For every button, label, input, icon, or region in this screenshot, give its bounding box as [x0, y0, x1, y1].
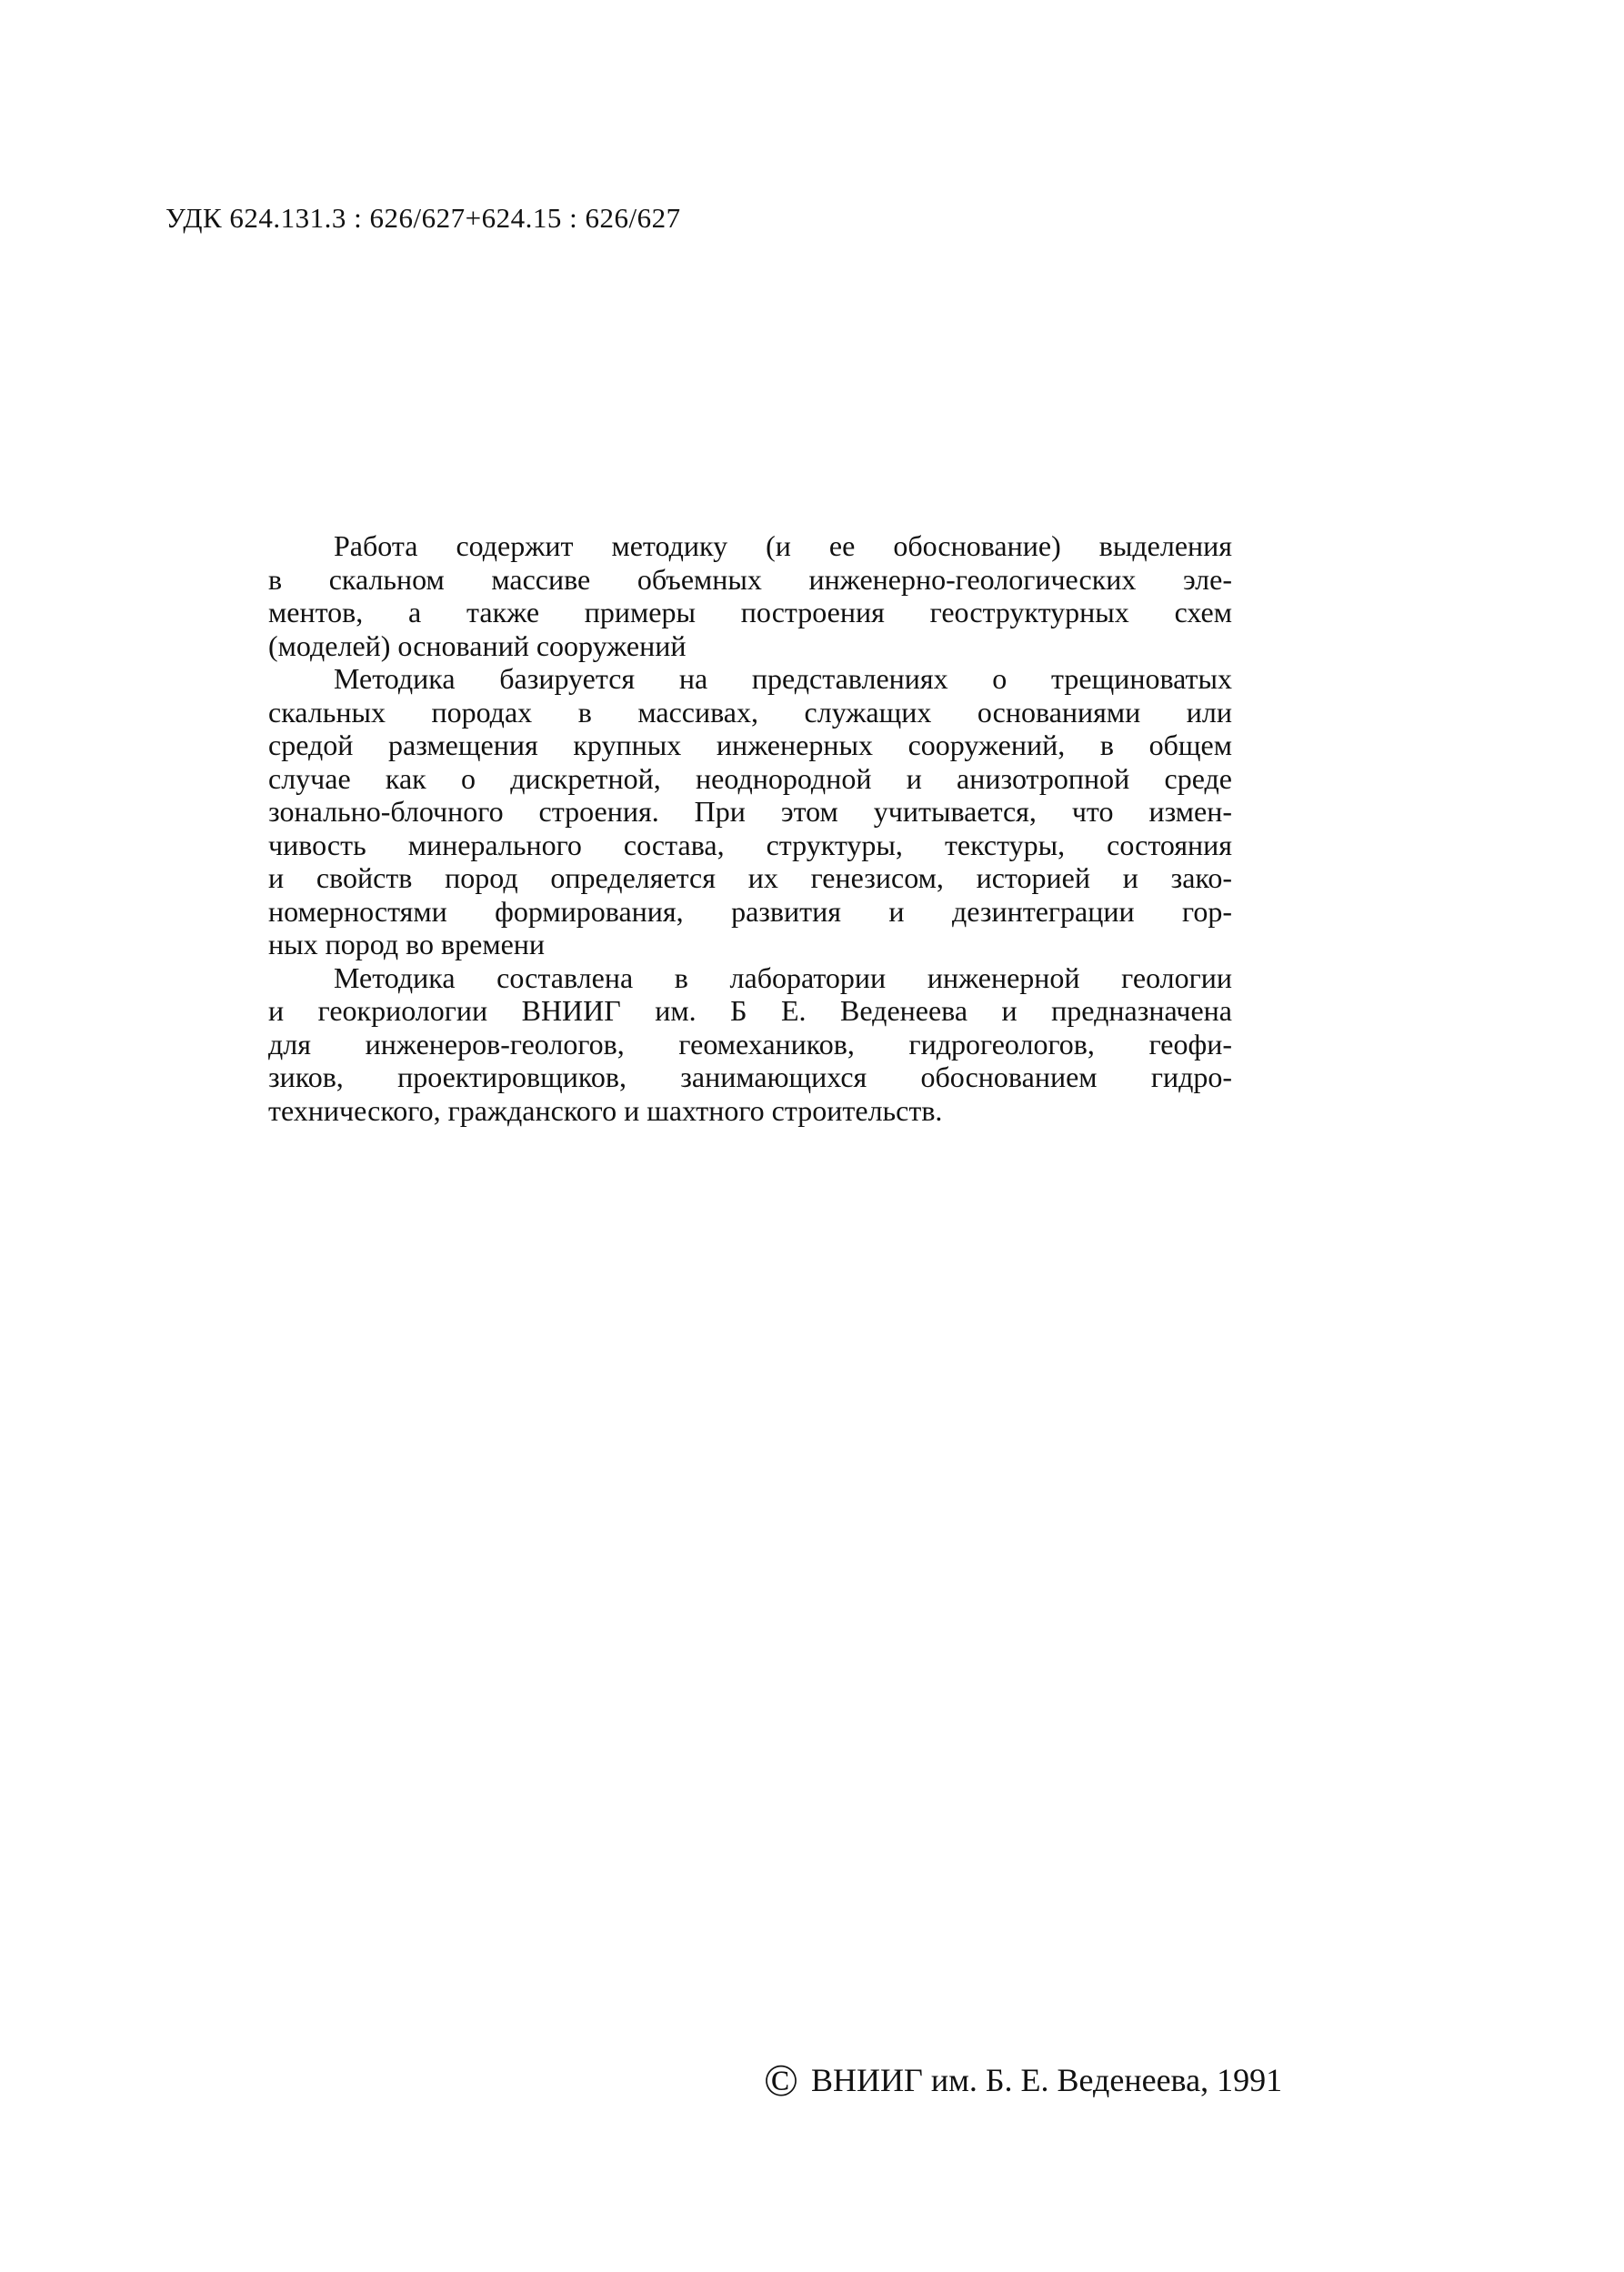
abstract-line: средой размещения крупных инженерных сооружений, в общем	[268, 729, 1232, 761]
copyright-holder: ВНИИГ им. Б. Е. Веденеева, 1991	[811, 2062, 1283, 2098]
copyright-notice	[764, 2055, 1283, 2106]
abstract-line: и свойств пород определяется их генезисом, историей и зако-	[268, 861, 1232, 894]
udc-classification: УДК 624.131.3 : 626/627+624.15 : 626/627	[165, 202, 681, 234]
abstract-text	[268, 529, 1232, 1127]
abstract-line: для инженеров-геологов, геомехаников, гидрогеологов, геофи-	[268, 1027, 1232, 1061]
abstract-line: ных пород во времени	[268, 928, 546, 960]
abstract-line: Методика составлена в лаборатории инженерной геологии	[334, 960, 1232, 994]
abstract-line: (моделей) оснований сооружений	[268, 628, 687, 662]
abstract-line: зонально-блочного строения. При этом учитывается, что измен-	[268, 795, 1232, 828]
abstract-line: технического, гражданского и шахтного строительств.	[268, 1093, 943, 1127]
abstract-line: Работа содержит методику (и ее обоснование) выделения	[334, 529, 1232, 562]
abstract-line: Методика базируется на представлениях о трещиноватых	[334, 662, 1232, 695]
abstract-line: скальных породах в массивах, служащих основаниями или	[268, 695, 1232, 729]
abstract-line: случае как о дискретной, неоднородной и анизотропной среде	[268, 761, 1232, 795]
copyright-icon: ©	[764, 2055, 798, 2106]
abstract-line: и геокриологии ВНИИГ им. Б Е. Веденеева и предназначена	[268, 994, 1232, 1027]
abstract-line: чивость минерального состава, структуры, текстуры, состояния	[268, 828, 1232, 861]
abstract-line: зиков, проектировщиков, занимающихся обоснованием гидро-	[268, 1061, 1232, 1093]
abstract-line: ментов, а также примеры построения геоструктурных схем	[268, 596, 1232, 628]
abstract-line: номерностями формирования, развития и дезинтеграции гор-	[268, 894, 1232, 928]
abstract-line: в скальном массиве объемных инженерно-геологических эле-	[268, 562, 1232, 596]
